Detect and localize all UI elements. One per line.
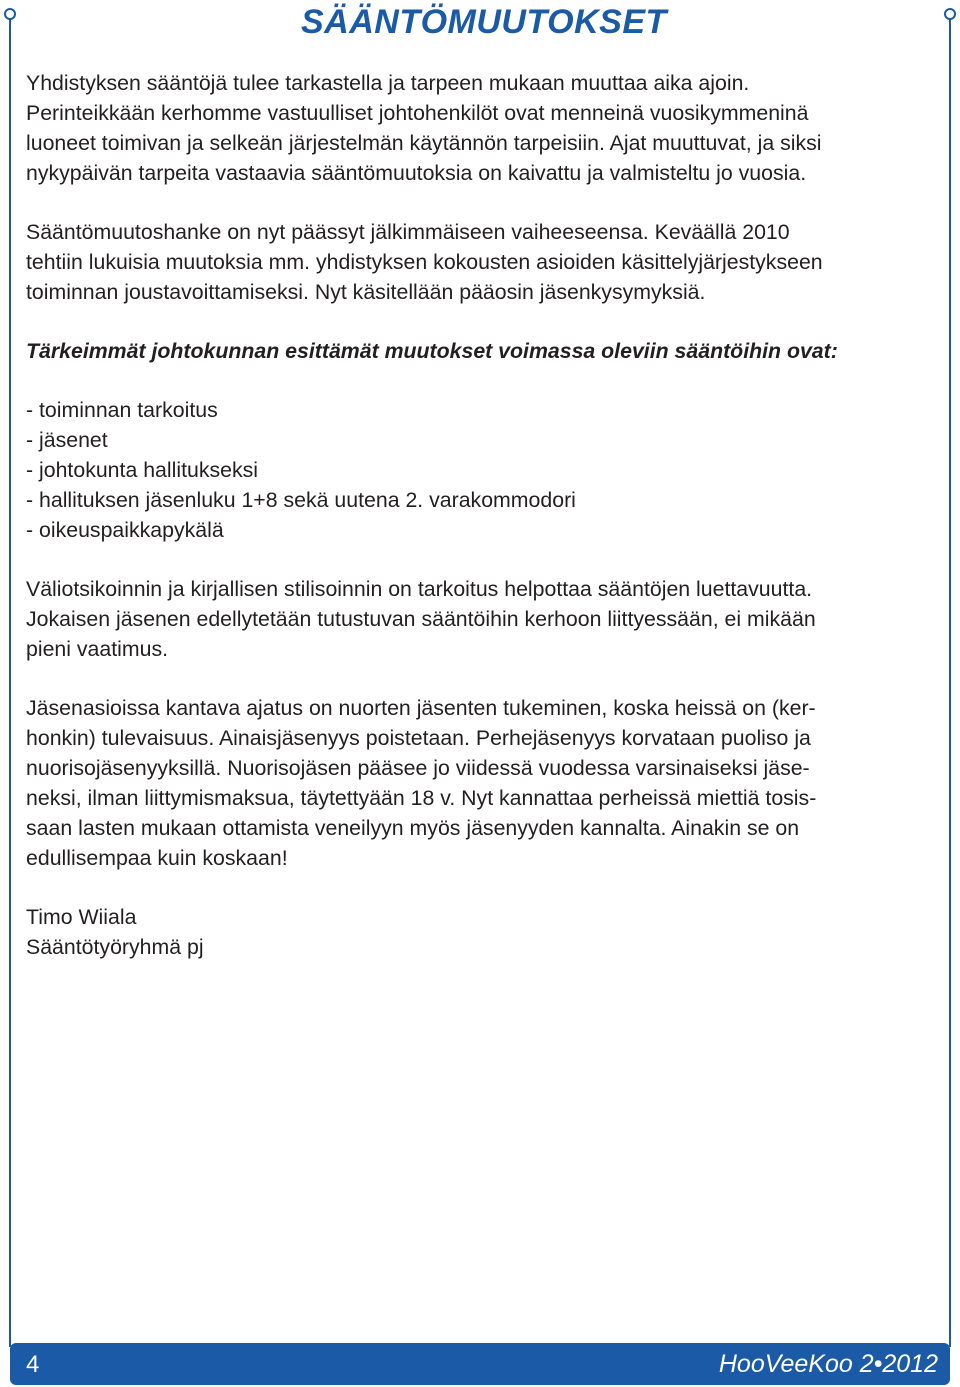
author-name: Timo Wiiala xyxy=(26,905,137,929)
paragraph-line: honkin) tulevaisuus. Ainaisjäsenyys poistetaan. Perhejäsenyys korvataan puoliso ja xyxy=(26,726,811,750)
right-frame-pin-icon xyxy=(944,8,956,20)
paragraph-line: tehtiin lukuisia muutoksia mm. yhdistyksen kokousten asioiden käsittelyjärjestykseen xyxy=(26,250,823,274)
list-item: - hallituksen jäsenluku 1+8 sekä uutena 2. varakommodori xyxy=(26,488,576,512)
changes-list xyxy=(26,395,942,545)
list-item: - oikeuspaikkapykälä xyxy=(26,518,224,542)
paragraph-line: Yhdistyksen sääntöjä tulee tarkastella ja tarpeen mukaan muuttaa aika ajoin. xyxy=(26,71,750,95)
author-role: Sääntötyöryhmä pj xyxy=(26,935,204,959)
paragraph-line: nuorisojäsenyyksillä. Nuorisojäsen pääsee jo viidessä vuodessa varsinaiseksi jäse- xyxy=(26,756,810,780)
paragraph-line: Jäsenasioissa kantava ajatus on nuorten jäsenten tukeminen, koska heissä on (ker- xyxy=(26,696,816,720)
publication-name: HooVeeKoo 2•2012 xyxy=(718,1350,938,1378)
paragraph-line: Väliotsikoinnin ja kirjallisen stilisoinnin on tarkoitus helpottaa sääntöjen luettavuutta. xyxy=(26,577,813,601)
paragraph-line: Sääntömuutoshanke on nyt päässyt jälkimmäiseen vaiheeseensa. Keväällä 2010 xyxy=(26,220,790,244)
readability-paragraph xyxy=(26,574,942,664)
right-frame-line xyxy=(949,18,951,1347)
left-frame-pin-icon xyxy=(4,8,16,20)
list-item: - toiminnan tarkoitus xyxy=(26,398,218,422)
project-status-paragraph xyxy=(26,217,942,307)
paragraph-line: pieni vaatimus. xyxy=(26,637,169,661)
paragraph-line: Perinteikkään kerhomme vastuulliset johtohenkilöt ovat menneinä vuosikymmeninä xyxy=(26,101,809,125)
paragraph-line: neksi, ilman liittymismaksua, täytettyään 18 v. Nyt kannattaa perheissä miettiä tosis- xyxy=(26,786,817,810)
footer-bar xyxy=(10,1343,950,1385)
list-item: - johtokunta hallitukseksi xyxy=(26,458,259,482)
intro-paragraph xyxy=(26,68,942,188)
page-number: 4 xyxy=(26,1351,40,1378)
paragraph-line: edullisempaa kuin koskaan! xyxy=(26,846,288,870)
signature xyxy=(26,902,942,962)
changes-heading: Tärkeimmät johtokunnan esittämät muutokset voimassa oleviin sääntöihin ovat: xyxy=(26,339,838,363)
paragraph-line: Jokaisen jäsenen edellytetään tutustuvan sääntöihin kerhoon liittyessään, ei mikään xyxy=(26,607,816,631)
paragraph-line: nykypäivän tarpeita vastaavia sääntömuutoksia on kaivattu ja valmisteltu jo vuosia. xyxy=(26,161,807,185)
article-body xyxy=(26,68,942,962)
paragraph-line: saan lasten mukaan ottamista veneilyyn myös jäsenyyden kannalta. Ainakin se on xyxy=(26,816,800,840)
membership-paragraph xyxy=(26,693,942,873)
page-title: SÄÄNTÖMUUTOKSET xyxy=(301,3,667,41)
paragraph-line: toiminnan joustavoittamiseksi. Nyt käsitellään pääosin jäsenkysymyksiä. xyxy=(26,280,706,304)
paragraph-line: luoneet toimivan ja selkeän järjestelmän käytännön tarpeisiin. Ajat muuttuvat, ja siksi xyxy=(26,131,822,155)
list-item: - jäsenet xyxy=(26,428,108,452)
left-frame-line xyxy=(9,18,11,1347)
